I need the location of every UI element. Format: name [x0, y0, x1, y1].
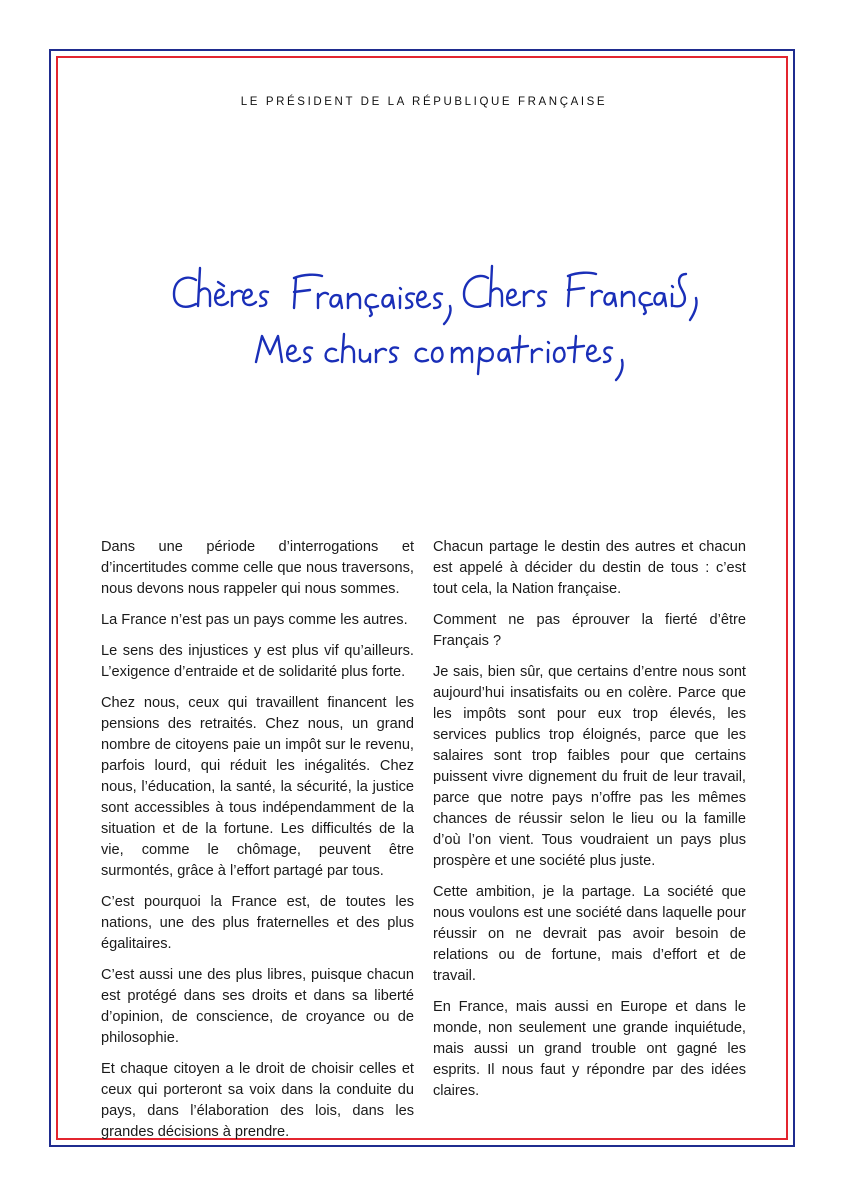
body-right-column [433, 537, 746, 1112]
paragraph: En France, mais aussi en Europe et dans le monde, non seulement une grande inquiétude, mais aussi un grand trouble ont gagné les esprits. Il nous faut y répondre par des idées claires. [433, 999, 746, 1099]
body-left-column [101, 537, 414, 1153]
paragraph: Et chaque citoyen a le droit de choisir celles et ceux qui porteront sa voix dans la conduite du pays, dans l’élaboration des lois, dans les grandes décisions à prendre. [101, 1061, 414, 1140]
paragraph: Le sens des injustices y est plus vif qu’ailleurs. L’exigence d’entraide et de solidarité plus forte. [101, 643, 414, 680]
paragraph: La France n’est pas un pays comme les autres. [101, 612, 408, 628]
handwritten-salutation [150, 250, 710, 400]
paragraph: Dans une période d’interrogations et d’incertitudes comme celle que nous traversons, nous devons nous rappeler qui nous sommes. [101, 539, 414, 597]
paragraph: Chacun partage le destin des autres et chacun est appelé à décider du destin de tous : c’est tout cela, la Nation française. [433, 539, 746, 597]
paragraph: Chez nous, ceux qui travaillent financent les pensions des retraités. Chez nous, un grand nombre de citoyens paie un impôt sur le revenu, parfois lourd, qui réduit les inégalités. Chez nous, l’éducation, la santé, la sécurité, la justice sont accessibles à tous indépendamment de la situation et de la fortune. Les difficultés de la vie, comme le chômage, peuvent être surmontés, grâce à l’effort partagé par tous. [101, 695, 414, 879]
letterhead-title: LE PRÉSIDENT DE LA RÉPUBLIQUE FRANÇAISE [240, 96, 608, 108]
paragraph: Cette ambition, je la partage. La société que nous voulons est une société dans laquelle pour réussir on ne devrait pas avoir besoin de relations ou de fortune, mais d’effort et de travail. [433, 884, 746, 984]
paragraph: Je sais, bien sûr, que certains d’entre nous sont aujourd’hui insatisfaits ou en colère. Parce que les impôts sont pour eux trop élevés, les services publics trop éloignés, parce que les salaires sont trop faibles pour que certains puissent vivre dignement du fruit de leur travail, parce que notre pays n’offre pas les mêmes chances de réussir selon le lieu ou la famille d’où l’on vient. Tous voudraient un pays plus prospère et une société plus juste. [433, 664, 746, 869]
paragraph: Comment ne pas éprouver la fierté d’être Français ? [433, 612, 746, 649]
paragraph: C’est aussi une des plus libres, puisque chacun est protégé dans ses droits et dans sa liberté d’opinion, de conscience, de croyance ou de philosophie. [101, 967, 414, 1046]
paragraph: C’est pourquoi la France est, de toutes les nations, une des plus fraternelles et des plus égalitaires. [101, 894, 414, 952]
